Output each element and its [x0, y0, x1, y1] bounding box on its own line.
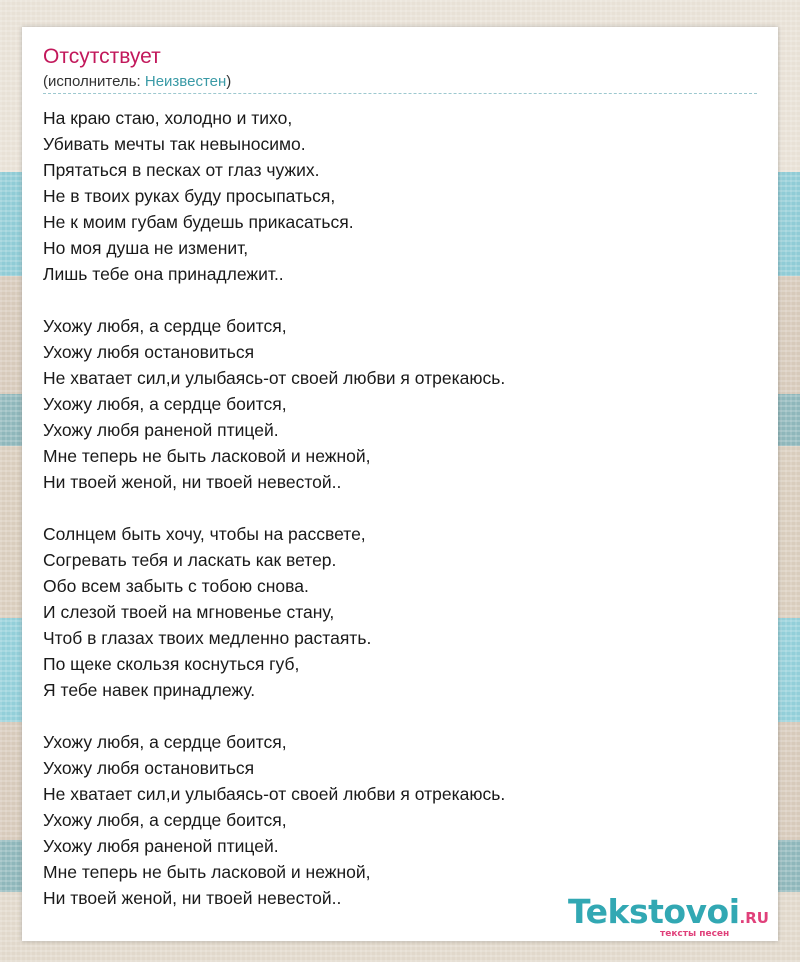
stanza: [43, 729, 763, 911]
lyric-line: Ухожу любя остановиться: [43, 758, 255, 778]
lyric-line: Мне теперь не быть ласковой и нежной,: [43, 862, 371, 882]
header-divider: [43, 93, 757, 94]
logo-name: Tekstovoi: [568, 892, 740, 931]
lyrics-card: [22, 27, 778, 941]
lyric-line: Не к моим губам будешь прикасаться.: [43, 212, 354, 232]
lyric-line: Ухожу любя, а сердце боится,: [43, 732, 287, 752]
lyric-line: Ухожу любя раненой птицей.: [43, 836, 279, 856]
artist-line: [43, 73, 231, 91]
stanza-gap: [43, 495, 763, 521]
lyric-line: Солнцем быть хочу, чтобы на рассвете,: [43, 524, 366, 544]
lyric-line: Ни твоей женой, ни твоей невестой..: [43, 888, 342, 908]
lyric-line: Не хватает сил,и улыбаясь-от своей любви я отрекаюсь.: [43, 784, 506, 804]
lyric-line: Но моя душа не изменит,: [43, 238, 249, 258]
lyric-line: По щеке скользя коснуться губ,: [43, 654, 300, 674]
lyric-line: И слезой твоей на мгновенье стану,: [43, 602, 335, 622]
lyric-line: Не хватает сил,и улыбаясь-от своей любви я отрекаюсь.: [43, 368, 506, 388]
lyric-line: Прятаться в песках от глаз чужих.: [43, 160, 320, 180]
lyric-line: Ухожу любя остановиться: [43, 342, 255, 362]
artist-prefix: (исполнитель:: [43, 73, 145, 90]
lyric-line: Ухожу любя, а сердце боится,: [43, 394, 287, 414]
lyric-line: Не в твоих руках буду просыпаться,: [43, 186, 336, 206]
lyric-line: На краю стаю, холодно и тихо,: [43, 108, 293, 128]
artist-suffix: ): [226, 73, 232, 90]
site-logo[interactable]: [568, 893, 778, 943]
lyric-line: Лишь тебе она принадлежит..: [43, 264, 284, 284]
lyric-line: Убивать мечты так невыносимо.: [43, 134, 306, 154]
lyric-line: Обо всем забыть с тобою снова.: [43, 576, 309, 596]
lyric-line: Ухожу любя раненой птицей.: [43, 420, 279, 440]
lyric-line: Ухожу любя, а сердце боится,: [43, 810, 287, 830]
lyric-line: Ухожу любя, а сердце боится,: [43, 316, 287, 336]
lyrics-text: [43, 105, 763, 911]
song-title: Отсутствует: [43, 45, 161, 68]
stanza-gap: [43, 703, 763, 729]
stanza-gap: [43, 287, 763, 313]
lyric-line: Согревать тебя и ласкать как ветер.: [43, 550, 337, 570]
lyric-line: Чтоб в глазах твоих медленно растаять.: [43, 628, 372, 648]
artist-link[interactable]: Неизвестен: [144, 73, 227, 90]
logo-tagline: тексты песен: [660, 929, 730, 939]
lyric-line: Я тебе навек принадлежу.: [43, 680, 256, 700]
lyric-line: Мне теперь не быть ласковой и нежной,: [43, 446, 371, 466]
stanza: [43, 521, 763, 703]
stanza: [43, 313, 763, 495]
stanza: [43, 105, 763, 287]
logo-tld: .RU: [739, 909, 769, 927]
lyric-line: Ни твоей женой, ни твоей невестой..: [43, 472, 342, 492]
